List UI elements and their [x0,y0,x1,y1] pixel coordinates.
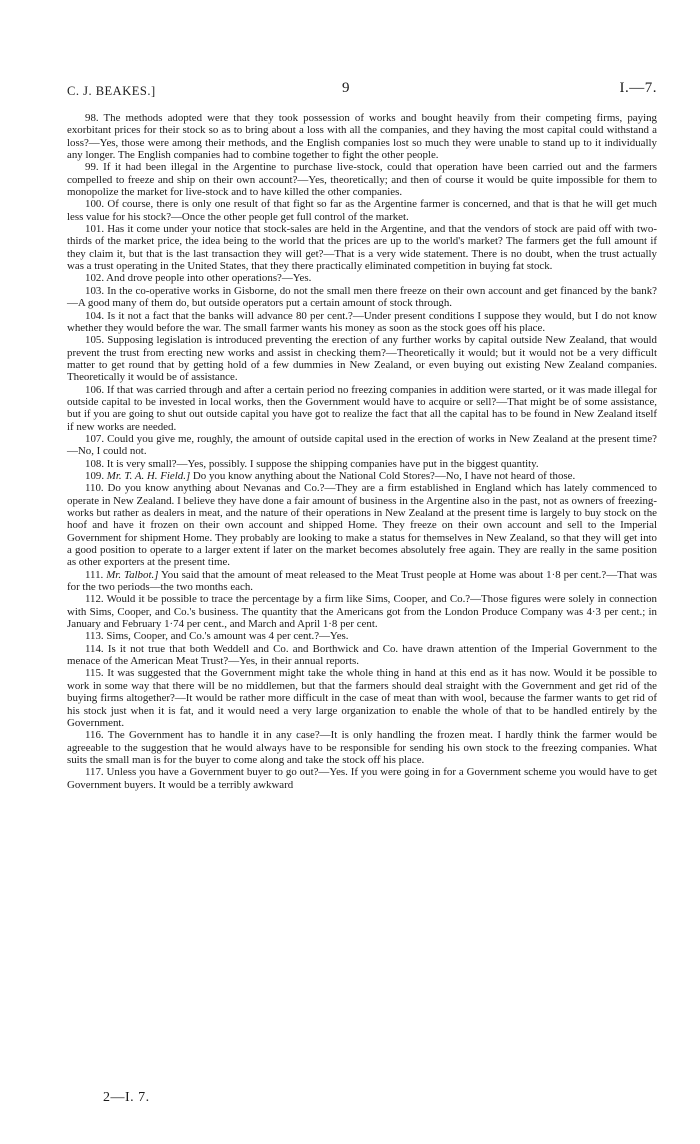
evidence-paragraph: 102. And drove people into other operations?—Yes. [85,272,312,285]
paper-reference: I.—7. [619,80,657,96]
evidence-paragraph: 98. The methods adopted were that they took possession of works and bought heavily from their competing firms, paying exorbitant prices for their stock so as to bring about a loss with all the companies, and they having the most capital could withstand a loss?—Yes, those were among their methods, and the English companies lost so much they were unable to stand up to it individually any longer. The English companies had to combine together to fight the other people. [67,112,657,162]
speaker-name: Mr. T. A. H. Field.] [106,469,191,482]
evidence-paragraph: 103. In the co-operative works in Gisborne, do not the small men there freeze on their own account and get financed by the bank?—A good many of them do, but outside operators put a certain amount of stock through. [67,284,657,310]
page-body [67,112,657,791]
evidence-paragraph: 107. Could you give me, roughly, the amount of outside capital used in the erection of works in New Zealand at the present time?—No, I could not. [67,432,657,458]
speaker-name: Mr. Talbot.] [106,568,159,581]
evidence-paragraph: 104. Is it not a fact that the banks will advance 80 per cent.?—Under present conditions I suppose they would, but I do not know whether they would before the war. The small farmer wants his money as soon as the stock goes off his place. [67,309,657,334]
evidence-paragraph: 108. It is very small?—Yes, possibly. I suppose the shipping companies have put in the biggest quantity. [85,457,539,470]
evidence-paragraph: 117. Unless you have a Government buyer to go out?—Yes. If you were going in for a Government scheme you would have to get Government buyers. It would be a terribly awkward [67,766,657,791]
document-page [67,80,657,791]
evidence-paragraph: 111. Mr. Talbot.] You said that the amount of meat released to the Meat Trust people at Home was about 1·8 per cent.?—That was for the two periods—the two months each. [67,568,657,594]
page-number: 9 [342,80,350,96]
page-header [67,80,657,102]
evidence-paragraph: 101. Has it come under your notice that stock-sales are held in the Argentine, and that the vendors of stock are paid off with two-thirds of the market price, the idea being to the world that the prices are up to the world's market? The farmers get the full amount if they claim it, but that is the last transaction they will get?—That is a very wide statement. There is no doubt, when the trust actually was a trust operating in the United States, that they there practically eliminated competition in buying fat stock. [67,223,657,273]
evidence-paragraph: 106. If that was carried through and after a certain period no freezing companies in addition were started, or it was made illegal for outside capital to be invested in local works, then the Government would have to acquire or sell?—That might be of some assistance, but if you are going to shut out outside capital you have got to realize the fact that all the capital has to be found in New Zealand itself if new works are needed. [67,383,657,433]
evidence-paragraph: 100. Of course, there is only one result of that fight so far as the Argentine farmer is concerned, and that is that he will get much less value for his stock?—Once the other people get full control of the market. [67,198,657,223]
evidence-paragraph: 116. The Government has to handle it in any case?—It is only handling the frozen meat. I hardly think the farmer would be agreeable to the suggestion that he would always have to be responsible for sending his own stock to the freezing companies. What suits the small man is for the buyer to come along and take the stock off his place. [67,729,657,766]
evidence-paragraph: 113. Sims, Cooper, and Co.'s amount was 4 per cent.?—Yes. [85,630,349,643]
evidence-paragraph: 99. If it had been illegal in the Argentine to purchase live-stock, could that operation have been carried out and the farmers compelled to freeze and ship on their own account?—Yes, theoretically; and then of course it would be quite impossible for them to monopolize the market for live-stock and to have killed the other companies. [67,161,657,199]
signature-mark: 2—I. 7. [103,1090,150,1105]
evidence-paragraph: 115. It was suggested that the Government might take the whole thing in hand at this end as it has now. Would it be possible to work in some way that there will be no middlemen, but that the farmers should deal straight with the Government and get rid of the buying firms altogether?—It would be rather more difficult in the case of meat than with wool, because the farmer wants to get rid of his stock just when it is fat, and it would need a very large organization to enable the whole of that to be handled entirely by the Government. [67,667,657,729]
evidence-paragraph: 105. Supposing legislation is introduced preventing the erection of any further works by capital outside New Zealand, that would prevent the trust from erecting new works and assist in checking them?—Theoretically it would; but it would not be a very difficult matter to get round that by getting hold of a few dummies in New Zealand, or even buying out existing New Zealand companies. Theoretically it would be of assistance. [67,334,657,384]
evidence-paragraph: 109. Mr. T. A. H. Field.] Do you know anything about the National Cold Stores?—No, I have not heard of those. [85,469,576,482]
witness-name-header: C. J. BEAKES.] [67,84,156,98]
evidence-paragraph: 110. Do you know anything about Nevanas and Co.?—They are a firm established in England which has lately commenced to operate in New Zealand. I believe they have done a fair amount of business in the Argentine also in the past, not as owners of freezing-works but rather as dealers in meat, and the nature of their operations in New Zealand at the present time is largely to buy stock on the hoof and have it frozen on their own account and shipped Home. They freeze on their own account and sell to the Imperial Government for shipment Home. They probably are looking to make a status for themselves in New Zealand, so that they will get into a good position to operate to a larger extent if later on the market becomes absolutely free again. They are really in the same position as other exporters at the present time. [67,482,657,569]
evidence-paragraph: 112. Would it be possible to trace the percentage by a firm like Sims, Cooper, and Co.?—Those figures were solely in connection with Sims, Cooper, and Co.'s business. The quantity that the Americans got from the London Produce Company was 4·3 per cent.; in January and February 1·74 per cent., and March and April 1·8 per cent. [67,593,657,631]
evidence-paragraph: 114. Is it not true that both Weddell and Co. and Borthwick and Co. have drawn attention of the Imperial Government to the menace of the American Meat Trust?—Yes, in their annual reports. [67,642,657,668]
